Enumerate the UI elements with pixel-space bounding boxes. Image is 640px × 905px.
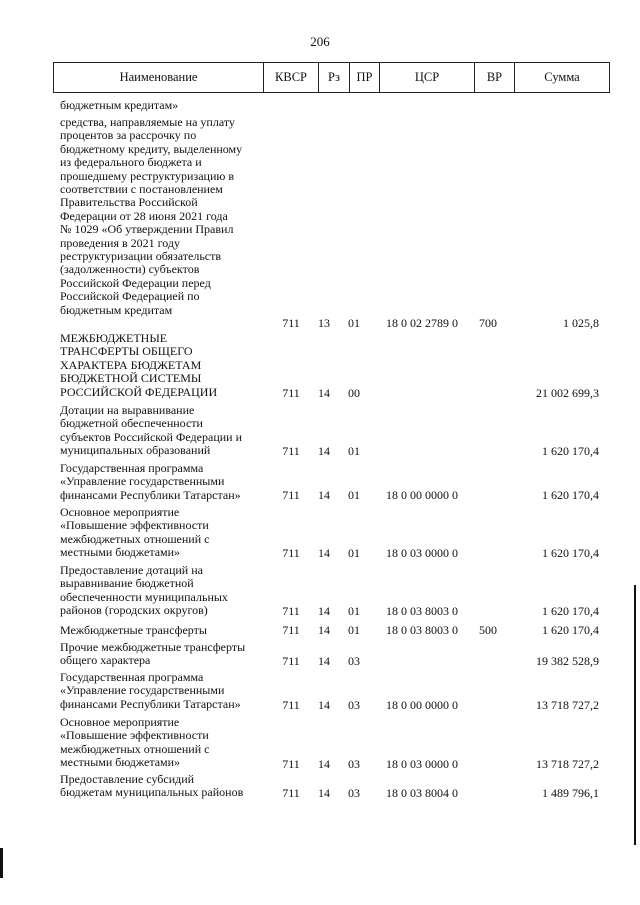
row-rz: 14 [318,757,330,771]
header-name: Наименование [119,70,198,84]
row-name: Прочие межбюджетные трансферты общего характера [60,640,246,668]
row-kvsr: 711 [282,488,300,502]
row-rz: 14 [318,386,330,400]
row-sum: 1 620 170,4 [542,488,599,502]
row-sum: 13 718 727,2 [536,698,599,712]
row-kvsr: 711 [282,757,300,771]
row-kvsr: 711 [282,623,300,637]
header-csr: ЦСР [379,63,474,92]
scan-edge-right [634,585,636,845]
row-sum: 1 620 170,4 [542,604,599,618]
row-name: Предоставление дотаций на выравнивание бюджетной обеспеченности муниципальных районов (городских округов) [60,563,228,618]
row-kvsr: 711 [282,386,300,400]
page-number: 206 [310,34,330,49]
row-rz: 14 [318,604,330,618]
row-rz: 13 [318,316,330,330]
row-vr: 700 [479,316,497,330]
row-name: Основное мероприятие «Повышение эффективности межбюджетных отношений с местными бюджетами» [60,715,210,770]
row-name: Основное мероприятие «Повышение эффективности межбюджетных отношений с местными бюджетами» [60,505,210,560]
row-pr: 03 [348,757,360,771]
row-pr: 00 [348,386,360,400]
table-header [53,62,610,93]
row-rz: 14 [318,654,330,668]
row-csr: 18 0 03 0000 0 [386,546,458,560]
row-sum: 1 620 170,4 [542,623,599,637]
row-name: Государственная программа «Управление государственными финансами Республики Татарстан» [60,670,241,711]
header-rz: Рз [318,63,349,92]
row-csr: 18 0 03 8003 0 [386,604,458,618]
row-kvsr: 711 [282,444,300,458]
row-sum: 1 620 170,4 [542,546,599,560]
row-kvsr: 711 [282,604,300,618]
row-rz: 14 [318,786,330,800]
row-csr: 18 0 02 2789 0 [386,316,458,330]
row-csr: 18 0 00 0000 0 [386,698,458,712]
row-pr: 01 [348,623,360,637]
header-vr: ВР [474,63,514,92]
row-name: Межбюджетные трансферты [60,623,207,637]
row-pr: 03 [348,654,360,668]
scan-edge-left [0,848,3,878]
row-pr: 01 [348,604,360,618]
row-vr: 500 [479,623,497,637]
row-pr: 01 [348,488,360,502]
row-sum: 19 382 528,9 [536,654,599,668]
row-rz: 14 [318,546,330,560]
row-pr: 01 [348,444,360,458]
row-pr: 03 [348,786,360,800]
row-kvsr: 711 [282,786,300,800]
row-pr: 01 [348,316,360,330]
row-csr: 18 0 03 0000 0 [386,757,458,771]
row-sum: 1 025,8 [563,316,599,330]
continuation-text: бюджетным кредитам» [60,98,179,112]
row-csr: 18 0 03 8003 0 [386,623,458,637]
row-name: Предоставление субсидий бюджетам муниципальных районов [60,772,244,800]
row-name: МЕЖБЮДЖЕТНЫЕ ТРАНСФЕРТЫ ОБЩЕГО ХАРАКТЕРА БЮДЖЕТАМ БЮДЖЕТНОЙ СИСТЕМЫ РОССИЙСКОЙ ФЕДЕРАЦИИ [60,331,218,399]
row-name: Государственная программа «Управление государственными финансами Республики Татарстан» [60,461,241,502]
row-rz: 14 [318,444,330,458]
row-sum: 1 489 796,1 [542,786,599,800]
row-sum: 21 002 699,3 [536,386,599,400]
row-kvsr: 711 [282,698,300,712]
row-kvsr: 711 [282,654,300,668]
row-pr: 01 [348,546,360,560]
row-name: Дотации на выравнивание бюджетной обеспеченности субъектов Российской Федерации и муниципальных образований [60,403,243,458]
header-kvsr: КВСР [263,63,318,92]
row-kvsr: 711 [282,316,300,330]
row-sum: 13 718 727,2 [536,757,599,771]
row-rz: 14 [318,488,330,502]
row-pr: 03 [348,698,360,712]
row-csr: 18 0 03 8004 0 [386,786,458,800]
row-kvsr: 711 [282,546,300,560]
row-rz: 14 [318,623,330,637]
header-pr: ПР [349,63,379,92]
row-sum: 1 620 170,4 [542,444,599,458]
row-rz: 14 [318,698,330,712]
row-csr: 18 0 00 0000 0 [386,488,458,502]
header-sum: Сумма [514,63,609,92]
row-name: средства, направляемые на уплату процентов за рассрочку по бюджетному кредиту, выделенному из федерального бюджета и прошедшему реструктуризацию в соответствии с постановлением Правительства Российской Федерации от 28 июня 2021 года № 1029 «Об утверждении Правил проведения в 2021 году реструктуризации обязательств (задолженности) субъектов Российской Федерации перед Российской Федерацией по бюджетным кредитам [60,115,243,317]
